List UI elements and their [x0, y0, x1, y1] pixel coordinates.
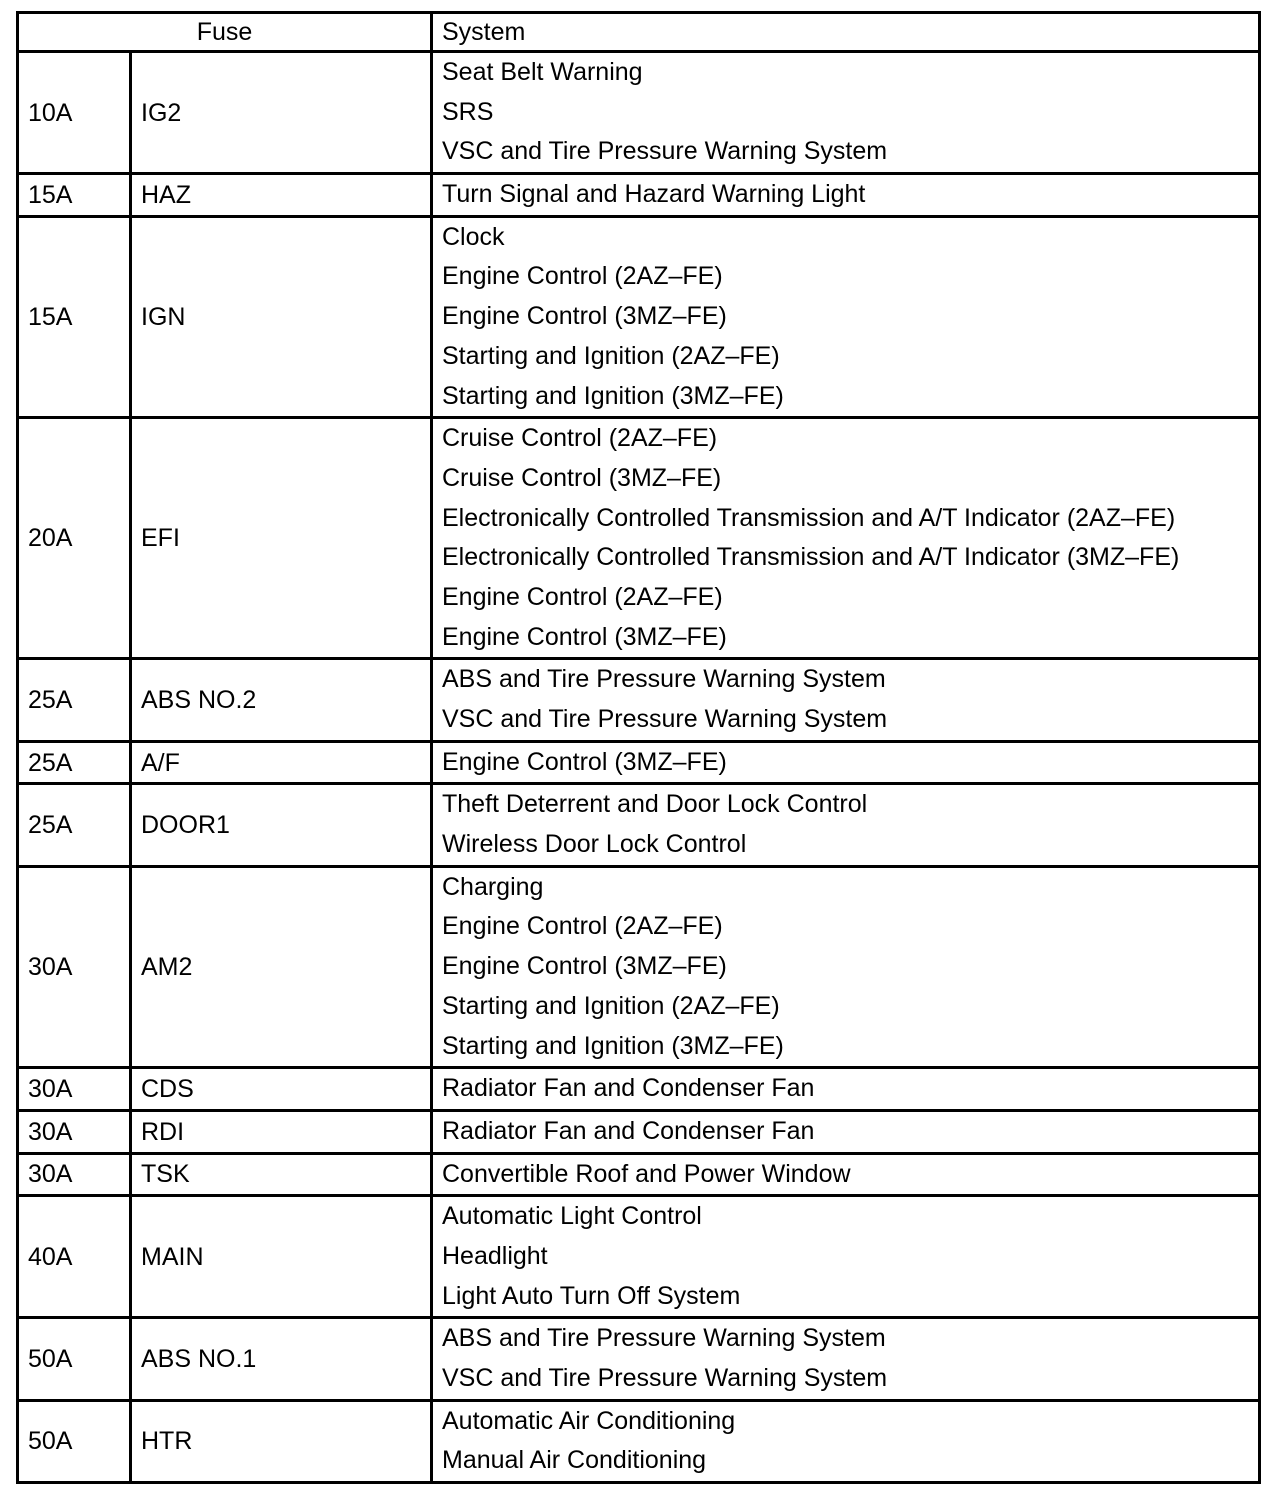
fuse-table — [16, 11, 1261, 1484]
system-cell — [432, 1196, 1260, 1318]
fuse-amperage: 25A — [18, 659, 131, 741]
fuse-name: TSK — [131, 1153, 432, 1196]
fuse-name: HAZ — [131, 174, 432, 217]
fuse-amperage: 20A — [18, 418, 131, 659]
fuse-name: IGN — [131, 216, 432, 417]
fuse-name: IG2 — [131, 52, 432, 174]
system-item: Turn Signal and Hazard Warning Light — [442, 180, 866, 209]
system-item: Engine Control (2AZ–FE) — [442, 262, 723, 291]
system-item: Radiator Fan and Condenser Fan — [442, 1074, 815, 1103]
table-header — [18, 13, 1260, 52]
fuse-amperage: 30A — [18, 1153, 131, 1196]
system-item: Electronically Controlled Transmission and A/T Indicator (3MZ–FE) — [442, 543, 1180, 572]
fuse-amperage: 50A — [18, 1318, 131, 1400]
fuse-name: EFI — [131, 418, 432, 659]
system-item: Engine Control (2AZ–FE) — [442, 912, 723, 941]
system-item: Seat Belt Warning — [442, 58, 643, 86]
system-item: Cruise Control (2AZ–FE) — [442, 424, 718, 453]
fuse-amperage: 30A — [18, 1068, 131, 1111]
system-cell — [432, 1110, 1260, 1153]
fuse-name: MAIN — [131, 1196, 432, 1318]
system-item: VSC and Tire Pressure Warning System — [442, 705, 888, 733]
fuse-amperage: 40A — [18, 1196, 131, 1318]
table-row — [18, 784, 1260, 866]
system-column-header: System — [432, 13, 1260, 52]
fuse-name: RDI — [131, 1110, 432, 1153]
system-item: Convertible Roof and Power Window — [442, 1159, 851, 1188]
fuse-name: ABS NO.2 — [131, 659, 432, 741]
fuse-amperage: 10A — [18, 52, 131, 174]
system-item: Engine Control (2AZ–FE) — [442, 582, 723, 611]
system-cell — [432, 784, 1260, 866]
system-cell — [432, 866, 1260, 1067]
system-cell — [432, 418, 1260, 659]
table-body — [18, 52, 1260, 1483]
system-item: Automatic Air Conditioning — [442, 1406, 736, 1435]
system-cell — [432, 741, 1260, 784]
system-item: Automatic Light Control — [442, 1202, 702, 1231]
table-row — [18, 1068, 1260, 1111]
system-cell — [432, 1318, 1260, 1400]
system-item: Engine Control (3MZ–FE) — [442, 302, 727, 331]
system-item: Charging — [442, 872, 544, 901]
system-item: Starting and Ignition (3MZ–FE) — [442, 1031, 784, 1060]
table-row — [18, 216, 1260, 417]
system-item: SRS — [442, 97, 494, 126]
fuse-amperage: 15A — [18, 174, 131, 217]
system-cell — [432, 1153, 1260, 1196]
system-cell — [432, 216, 1260, 417]
system-item: Theft Deterrent and Door Lock Control — [442, 790, 868, 819]
table-row — [18, 1110, 1260, 1153]
system-item: Headlight — [442, 1241, 548, 1270]
fuse-amperage: 25A — [18, 741, 131, 784]
system-item: Cruise Control (3MZ–FE) — [442, 463, 722, 492]
system-cell — [432, 174, 1260, 217]
system-cell — [432, 1400, 1260, 1482]
system-cell — [432, 52, 1260, 174]
fuse-name: AM2 — [131, 866, 432, 1067]
header-row — [18, 13, 1260, 52]
fuse-name: A/F — [131, 741, 432, 784]
fuse-amperage: 30A — [18, 1110, 131, 1153]
system-item: Engine Control (3MZ–FE) — [442, 952, 727, 981]
fuse-amperage: 15A — [18, 216, 131, 417]
fuse-amperage: 30A — [18, 866, 131, 1067]
fuse-amperage: 50A — [18, 1400, 131, 1482]
table-row — [18, 741, 1260, 784]
system-cell — [432, 659, 1260, 741]
system-item: ABS and Tire Pressure Warning System — [442, 1324, 886, 1353]
fuse-name: DOOR1 — [131, 784, 432, 866]
system-item: Clock — [442, 222, 505, 251]
system-item: Manual Air Conditioning — [442, 1446, 707, 1475]
table-row — [18, 1318, 1260, 1400]
system-cell — [432, 1068, 1260, 1111]
system-item: Wireless Door Lock Control — [442, 830, 747, 859]
table-row — [18, 418, 1260, 659]
system-item: Light Auto Turn Off System — [442, 1281, 741, 1310]
fuse-name: ABS NO.1 — [131, 1318, 432, 1400]
system-item: ABS and Tire Pressure Warning System — [442, 665, 886, 694]
system-item: Engine Control (3MZ–FE) — [442, 747, 727, 776]
fuse-name: HTR — [131, 1400, 432, 1482]
system-item: Starting and Ignition (2AZ–FE) — [442, 341, 780, 370]
table-row — [18, 1400, 1260, 1482]
table-row — [18, 659, 1260, 741]
system-item: Starting and Ignition (2AZ–FE) — [442, 991, 780, 1020]
table-row — [18, 1196, 1260, 1318]
system-item: Starting and Ignition (3MZ–FE) — [442, 381, 784, 410]
fuse-column-header: Fuse — [18, 13, 432, 52]
table-row — [18, 1153, 1260, 1196]
fuse-amperage: 25A — [18, 784, 131, 866]
table-row — [18, 52, 1260, 174]
system-item: Electronically Controlled Transmission and A/T Indicator (2AZ–FE) — [442, 503, 1176, 532]
table-row — [18, 866, 1260, 1067]
table-row — [18, 174, 1260, 217]
system-item: Engine Control (3MZ–FE) — [442, 622, 727, 651]
system-item: VSC and Tire Pressure Warning System — [442, 137, 888, 166]
system-item: VSC and Tire Pressure Warning System — [442, 1364, 888, 1392]
system-item: Radiator Fan and Condenser Fan — [442, 1116, 815, 1145]
fuse-name: CDS — [131, 1068, 432, 1111]
